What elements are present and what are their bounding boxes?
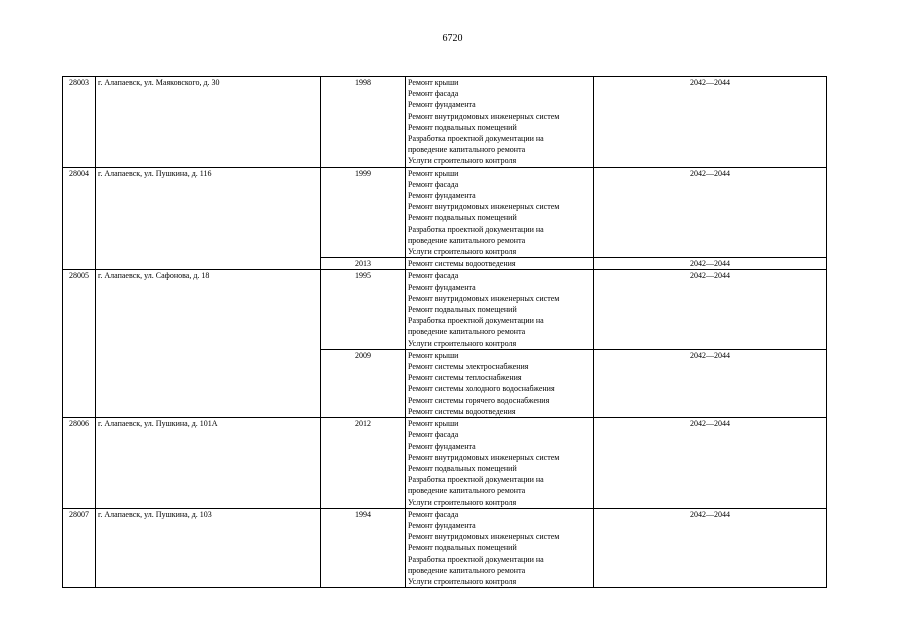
repair-period: 2042—2044: [594, 258, 827, 270]
building-address: г. Алапаевск, ул. Пушкина, д. 103: [96, 508, 321, 587]
repair-works-list: [406, 77, 594, 168]
repair-work-item: Ремонт фасада: [408, 509, 459, 519]
repair-work-item: Услуги строительного контроля: [408, 156, 517, 166]
repair-schedule-table: [62, 76, 827, 588]
building-address: г. Алапаевск, ул. Пушкина, д. 116: [96, 167, 321, 270]
repair-work-item: Ремонт крыши: [408, 350, 459, 360]
page-number: 6720: [442, 33, 463, 44]
repair-work-item: Ремонт фундамента: [408, 191, 476, 201]
build-year: 1998: [321, 77, 406, 168]
table-row: [63, 418, 827, 509]
repair-work-item: Услуги строительного контроля: [408, 576, 517, 586]
repair-work-item: Ремонт системы горячего водоснабжения: [408, 395, 550, 405]
build-year: 1994: [321, 508, 406, 587]
repair-work-item: Услуги строительного контроля: [408, 497, 517, 507]
repair-work-item: проведение капитального ремонта: [408, 235, 526, 245]
repair-works-list: [406, 258, 594, 270]
repair-work-item: Ремонт системы холодного водоснабжения: [408, 384, 555, 394]
repair-work-item: Ремонт фасада: [408, 89, 459, 99]
repair-work-item: Разработка проектной документации на: [408, 224, 544, 234]
repair-work-item: Ремонт системы электроснабжения: [408, 362, 529, 372]
repair-work-item: Ремонт подвальных помещений: [408, 122, 517, 132]
building-id: 28005: [63, 270, 96, 418]
repair-work-item: Ремонт внутридомовых инженерных систем: [408, 111, 560, 121]
repair-work-item: Разработка проектной документации на: [408, 134, 544, 144]
building-id: 28007: [63, 508, 96, 587]
repair-work-item: Ремонт внутридомовых инженерных систем: [408, 202, 560, 212]
repair-work-item: Разработка проектной документации на: [408, 316, 544, 326]
building-id: 28003: [63, 77, 96, 168]
building-address: г. Алапаевск, ул. Пушкина, д. 101А: [96, 418, 321, 509]
build-year: 1995: [321, 270, 406, 349]
repair-work-item: Ремонт фундамента: [408, 100, 476, 110]
repair-works-list: [406, 167, 594, 258]
table-row: [63, 508, 827, 587]
repair-period: 2042—2044: [594, 418, 827, 509]
repair-work-item: Ремонт системы водоотведения: [408, 406, 516, 416]
repair-schedule-body: [63, 77, 827, 588]
repair-work-item: Ремонт крыши: [408, 419, 459, 429]
repair-work-item: Разработка проектной документации на: [408, 475, 544, 485]
repair-period: 2042—2044: [594, 270, 827, 349]
build-year: 2013: [321, 258, 406, 270]
repair-period: 2042—2044: [594, 77, 827, 168]
repair-work-item: Услуги строительного контроля: [408, 338, 517, 348]
build-year: 2012: [321, 418, 406, 509]
repair-work-item: Ремонт фасада: [408, 179, 459, 189]
build-year: 2009: [321, 349, 406, 417]
repair-work-item: Ремонт крыши: [408, 168, 459, 178]
building-id: 28004: [63, 167, 96, 270]
table-row: [63, 270, 827, 349]
repair-work-item: Ремонт подвальных помещений: [408, 543, 517, 553]
repair-works-list: [406, 418, 594, 509]
repair-work-item: Ремонт фундамента: [408, 520, 476, 530]
repair-work-item: Ремонт подвальных помещений: [408, 213, 517, 223]
repair-work-item: Разработка проектной документации на: [408, 554, 544, 564]
repair-work-item: проведение капитального ремонта: [408, 327, 526, 337]
table-row: [63, 77, 827, 168]
building-address: г. Алапаевск, ул. Сафонова, д. 18: [96, 270, 321, 418]
repair-work-item: Ремонт фасада: [408, 271, 459, 281]
build-year: 1999: [321, 167, 406, 258]
table-row: [63, 167, 827, 258]
building-address: г. Алапаевск, ул. Маяковского, д. 30: [96, 77, 321, 168]
repair-work-item: Ремонт системы теплоснабжения: [408, 373, 522, 383]
repair-works-list: [406, 508, 594, 587]
repair-work-item: проведение капитального ремонта: [408, 145, 526, 155]
repair-work-item: Ремонт внутридомовых инженерных систем: [408, 532, 560, 542]
repair-period: 2042—2044: [594, 508, 827, 587]
repair-work-item: Ремонт внутридомовых инженерных систем: [408, 293, 560, 303]
building-id: 28006: [63, 418, 96, 509]
repair-work-item: Ремонт фундамента: [408, 441, 476, 451]
repair-work-item: Ремонт внутридомовых инженерных систем: [408, 452, 560, 462]
repair-work-item: проведение капитального ремонта: [408, 486, 526, 496]
repair-work-item: Ремонт фасада: [408, 430, 459, 440]
repair-work-item: Ремонт системы водоотведения: [408, 259, 516, 269]
repair-work-item: проведение капитального ремонта: [408, 565, 526, 575]
repair-period: 2042—2044: [594, 349, 827, 417]
repair-work-item: Ремонт подвальных помещений: [408, 463, 517, 473]
repair-works-list: [406, 349, 594, 417]
repair-works-list: [406, 270, 594, 349]
repair-work-item: Услуги строительного контроля: [408, 247, 517, 257]
repair-work-item: Ремонт крыши: [408, 78, 459, 87]
repair-work-item: Ремонт подвальных помещений: [408, 305, 517, 315]
repair-period: 2042—2044: [594, 167, 827, 258]
repair-work-item: Ремонт фундамента: [408, 282, 476, 292]
